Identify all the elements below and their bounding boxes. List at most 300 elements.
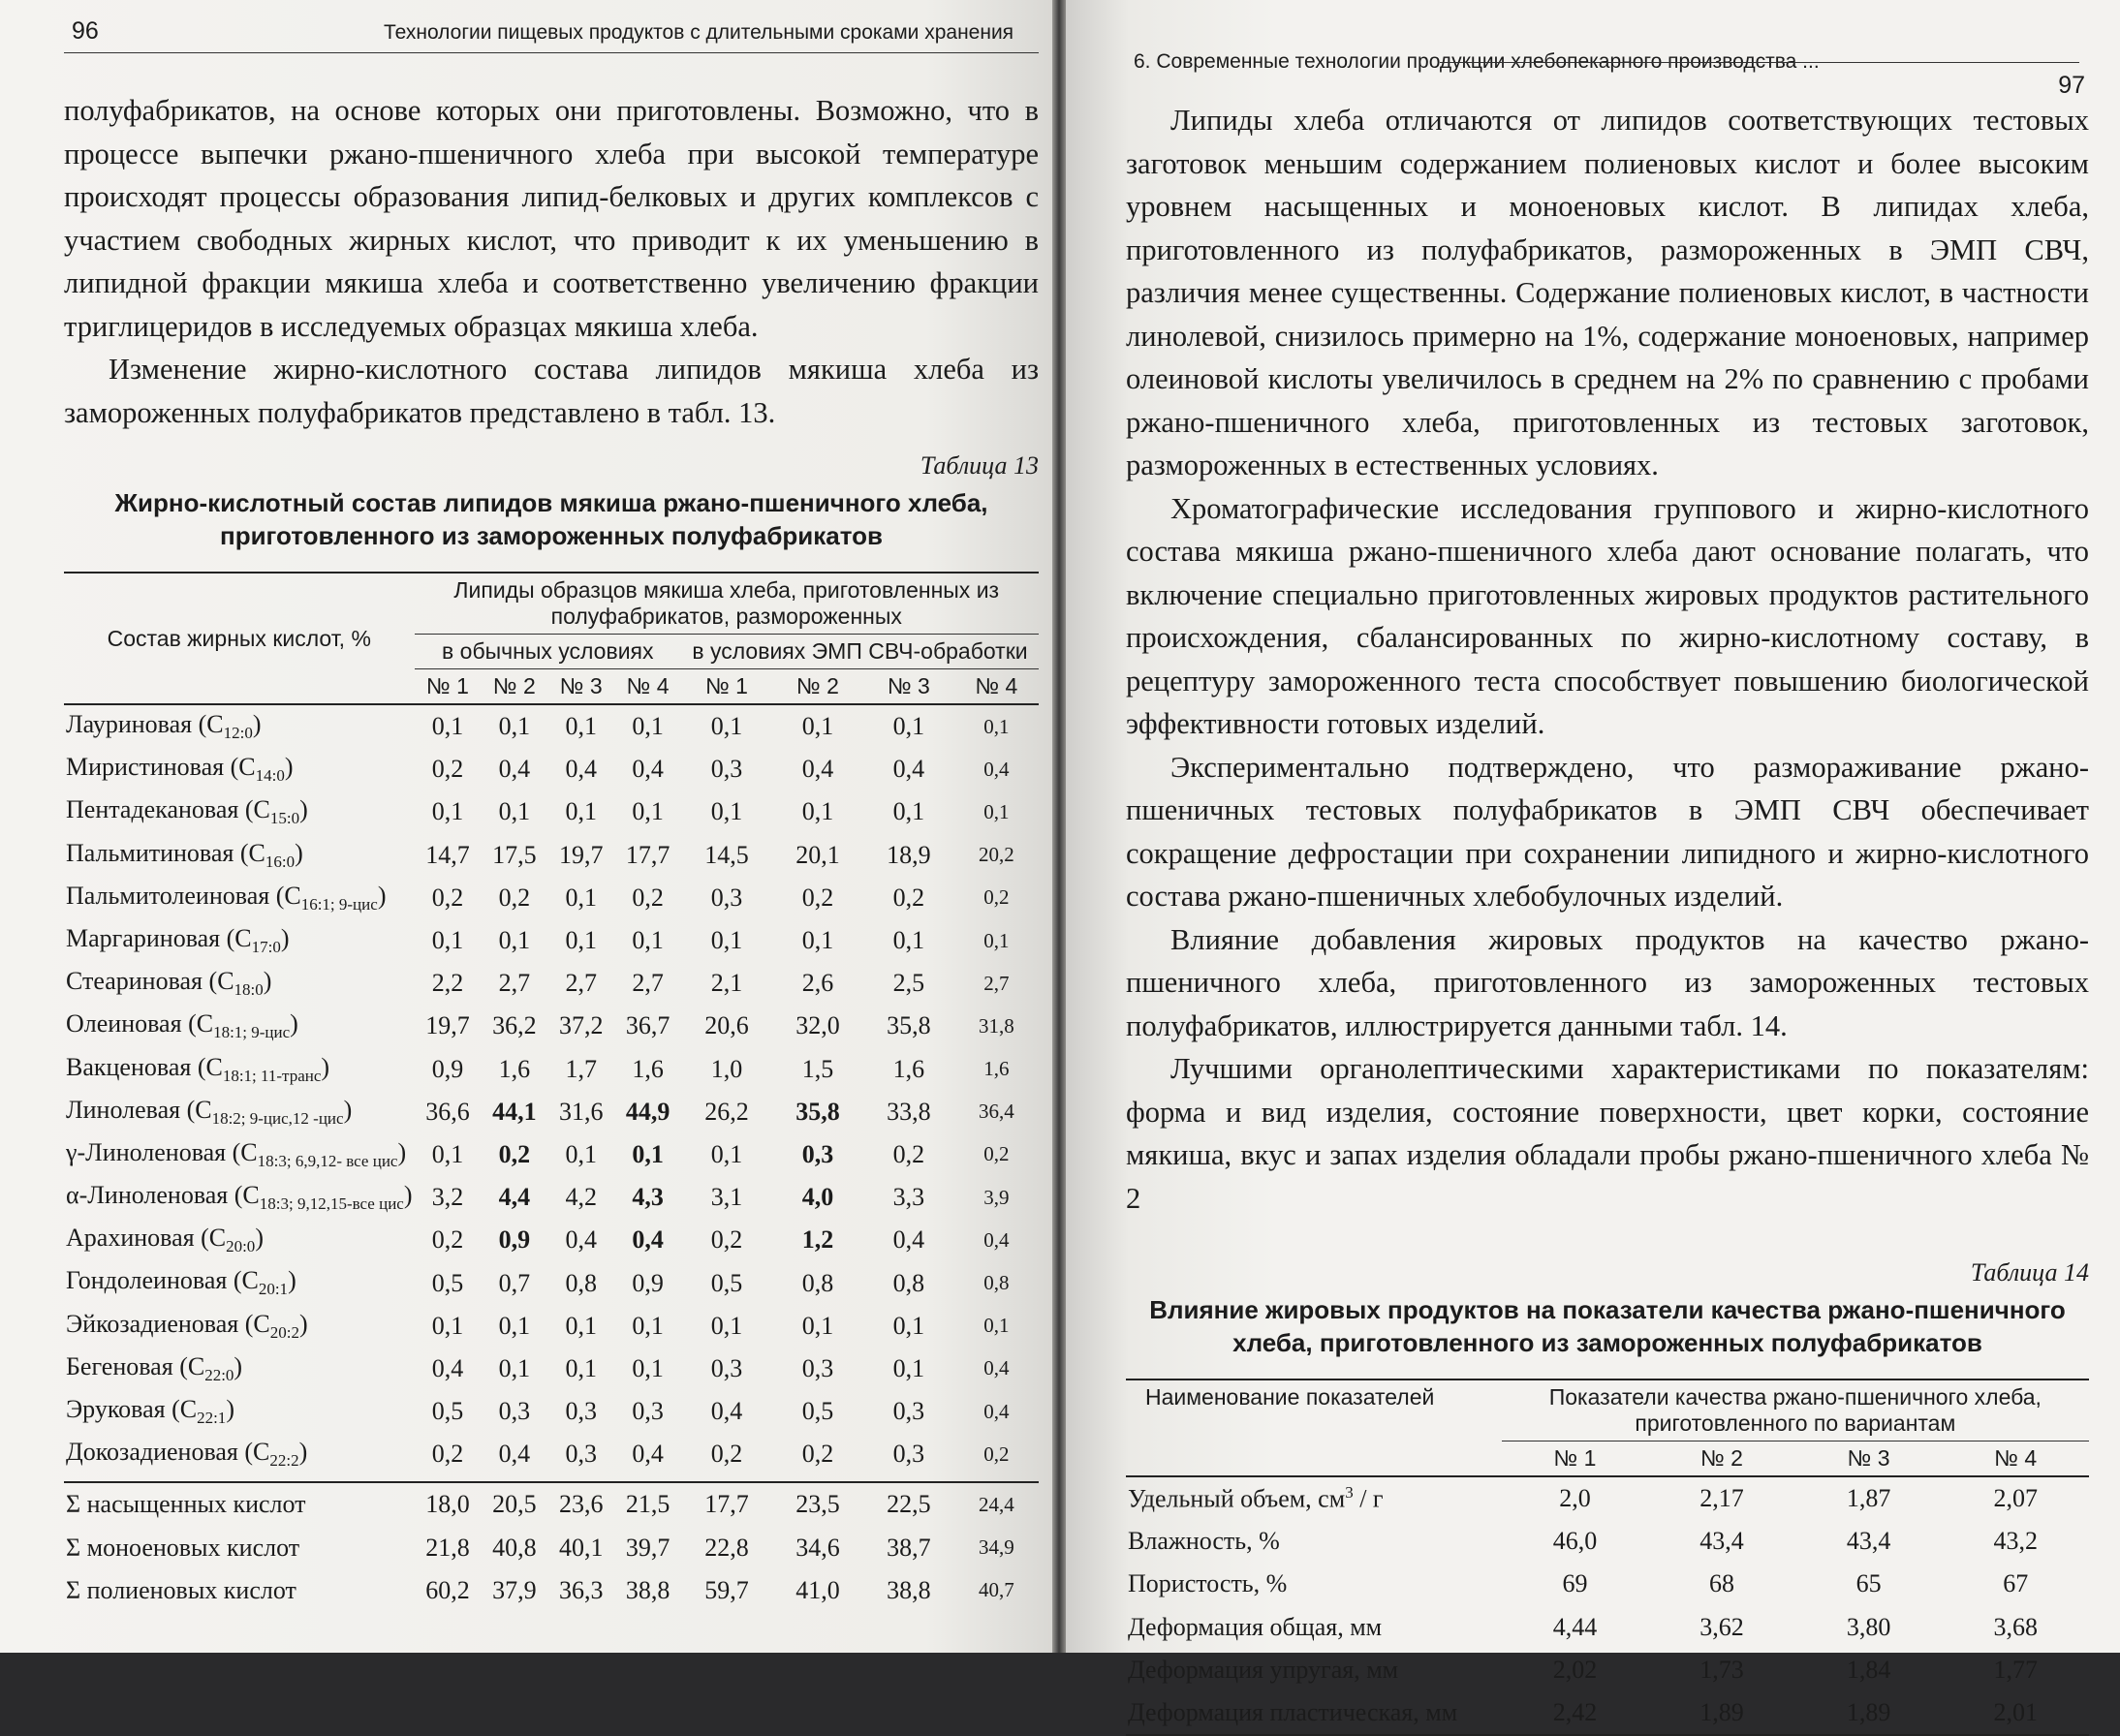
acid-name-cell: Лауриновая $(C_{12:0})$ [66,710,262,743]
value-cell: 0,1 [632,1311,664,1340]
indicator-name-cell [1126,1649,1502,1691]
value-cell: 0,1 [431,1139,464,1168]
value-cell: 0,1 [431,1311,464,1340]
acid-name-cell: Стеариновая $(C_{18:0})$ [66,967,272,1000]
acid-name: Пентадекановая [66,795,239,824]
table-row [64,1348,1039,1390]
value-cell: 0,1 [632,712,664,741]
value-cell: 4,4 [498,1183,531,1212]
acid-name: α-Линоленовая [66,1181,229,1210]
value-cell: 14,5 [704,840,749,869]
sum-row [64,1482,1039,1526]
value-cell: 0,3 [892,1397,925,1426]
value-cell: 1,87 [1846,1484,1891,1513]
acid-name: Докозадиеновая [66,1438,238,1467]
paragraph: Влияние добавления жировых продуктов на качество ржано-пшеничного хлеба, приготовленного из замороженных тестовых полуфабрикатов, иллюстрируется данными табл. 14. [1126,922,2089,1042]
quality-table [1126,1379,2089,1736]
value-cell: 2,02 [1552,1655,1598,1684]
table-row [64,962,1039,1005]
indicator-name: Влажность, % [1128,1527,1280,1556]
value-cell: 1,6 [892,1054,925,1083]
value-cell: 20,1 [795,840,840,869]
paragraph: Изменение жирно-кислотного состава липидов мякиша хлеба из замороженных полуфабрикатов представлено в табл. 13. [64,353,1039,429]
acid-name-cell: Пальмитиновая $(C_{16:0})$ [66,838,303,871]
table-row [64,1133,1039,1176]
acid-formula: 12:0 [223,724,253,743]
value-cell: 1,7 [565,1054,597,1083]
value-cell: 0,4 [498,755,531,784]
value-cell: 18,9 [887,840,931,869]
value-cell: 0,1 [710,1311,743,1340]
value-cell: 34,6 [795,1533,840,1562]
table-row [64,1390,1039,1433]
value-cell: 0,1 [565,926,597,955]
value-cell: 0,4 [632,1440,664,1469]
value-cell: 0,2 [498,1139,531,1168]
acid-name-cell: Пальмитолеиновая $(C_{16:1; 9-цис})$ [66,881,387,914]
table-row [64,1091,1039,1133]
value-cell: 17,7 [625,840,670,869]
value-cell: 0,1 [565,1353,597,1382]
table-row [64,1433,1039,1482]
indicator-name: Удельный объем, см [1128,1484,1346,1513]
value-cell: 0,3 [710,755,743,784]
value-cell: 0,1 [892,1311,925,1340]
value-cell: 1,0 [710,1054,743,1083]
acid-name-cell: Вакценовая $(C_{18:1; 11-транс})$ [66,1052,330,1085]
acid-formula: 18:1; 11-транс [222,1066,322,1085]
value-cell: 1,89 [1648,1691,1795,1735]
table-row [64,1261,1039,1304]
value-cell: 0,1 [892,712,925,741]
value-cell: 35,8 [795,1097,840,1126]
paragraph: Хроматографические исследования группового и жирно-кислотного состава мякиша ржано-пшеничного хлеба дают основание полагать, что включение специально приготовленных жировых продуктов растительного происхождения, сбалансированных по жирно-кислотному составу, в рецептуру замороженного теста способствует повышению биологической эффективности готовых изделий. [1126,491,2089,740]
value-cell: 20,2 [979,843,1014,867]
value-cell: 0,2 [431,1225,464,1255]
value-cell: 0,4 [632,1225,664,1255]
value-cell: 2,2 [431,969,464,998]
table-row [64,1305,1039,1348]
value-cell: 0,1 [565,1311,597,1340]
value-cell: 0,4 [892,1225,925,1255]
value-cell: 4,3 [632,1183,664,1212]
value-cell: 22,8 [704,1533,749,1562]
value-cell: 0,1 [892,797,925,826]
value-cell: 18,0 [425,1490,470,1519]
indicator-name-cell [1126,1476,1502,1520]
acid-name-cell: Линолевая $(C_{18:2; 9-цис,12 -цис})$ [66,1095,353,1128]
value-cell: 0,4 [498,1440,531,1469]
indicator-name-cell [1126,1563,1502,1605]
value-cell: 2,6 [801,969,834,998]
table-title: Влияние жировых продуктов на показатели качества ржано-пшеничного хлеба, приготовленного из замороженных полуфабрикатов [1149,1295,2066,1357]
value-cell: 0,3 [710,883,743,912]
table-row [1126,1520,2089,1563]
acid-name: Миристиновая [66,753,225,782]
value-cell: 44,9 [625,1097,670,1126]
right-page [1066,0,2120,1727]
value-cell: 0,1 [632,1353,664,1382]
column-number: № 4 [1994,1445,2038,1471]
value-cell: 0,5 [801,1397,834,1426]
table-row [64,1005,1039,1047]
indicator-unit-suffix: / г [1353,1484,1384,1513]
value-cell: 17,7 [704,1490,749,1519]
value-cell: 40,1 [558,1533,604,1562]
paragraph: Экспериментально подтверждено, что размораживание ржано-пшеничных тестовых полуфабрикатов в ЭМП СВЧ обеспечивает сокращение дефростации при сохранении липидного и жирно-кислотного состава ржано-пшеничных хлебобулочных изделий. [1126,750,2089,913]
value-cell: 0,2 [892,883,925,912]
value-cell: 32,0 [795,1011,840,1040]
table-caption: Таблица 13 [920,451,1039,480]
value-cell: 24,4 [979,1492,1014,1516]
sum-name: Σ насыщенных кислот [66,1490,306,1519]
page-number: 97 [2058,72,2085,99]
value-cell: 0,4 [892,755,925,784]
paragraph: Лучшими органолептическими характеристиками по показателям: форма и вид изделия, состояние поверхности, цвет корки, состояние мякиша, вкус и запах изделия обладали пробы ржано-пшеничного хлеба № 2 [1126,1052,2089,1215]
table-row [1126,1649,2089,1691]
acid-formula: 18:0 [234,980,264,1000]
value-cell: 0,1 [983,1314,1010,1338]
value-cell: 37,2 [558,1011,604,1040]
value-cell: 0,1 [565,797,597,826]
value-cell: 37,9 [492,1575,537,1604]
value-cell: 0,5 [431,1268,464,1297]
value-cell: 0,4 [983,757,1010,781]
value-cell: 0,3 [565,1397,597,1426]
value-cell: 3,80 [1846,1612,1891,1641]
value-cell: 38,8 [887,1575,931,1604]
sum-name: Σ полиеновых кислот [66,1575,296,1604]
acid-formula: 18:3; 6,9,12- все цис [257,1152,398,1171]
value-cell: 0,3 [892,1440,925,1469]
value-cell: 0,1 [565,712,597,741]
value-cell: 2,01 [1942,1691,2089,1735]
value-cell: 21,8 [425,1533,470,1562]
value-cell: 1,6 [632,1054,664,1083]
value-cell: 0,5 [431,1397,464,1426]
value-cell: 0,4 [565,755,597,784]
value-cell: 0,1 [565,883,597,912]
acid-name: Вакценовая [66,1052,192,1081]
acid-name-cell: Бегеновая $(C_{22:0})$ [66,1351,243,1384]
value-cell: 1,2 [801,1225,834,1255]
acid-formula: 18:3; 9,12,15-все цис [259,1194,404,1214]
value-cell: 44,1 [492,1097,537,1126]
value-cell: 3,1 [710,1183,743,1212]
value-cell: 0,1 [892,926,925,955]
acid-formula: 17:0 [251,938,281,957]
value-cell: 33,8 [887,1097,931,1126]
acid-name-cell: Маргариновая $(C_{17:0})$ [66,923,290,957]
value-cell: 0,1 [710,712,743,741]
value-cell: 0,1 [983,799,1010,823]
acid-formula: 18:2; 9-цис,12 -цис [211,1108,344,1128]
value-cell: 26,2 [704,1097,749,1126]
value-cell: 46,0 [1552,1527,1598,1556]
acid-name: Лауриновая [66,710,193,738]
value-cell: 31,6 [558,1097,604,1126]
value-cell: 36,2 [492,1011,537,1040]
value-cell: 67 [2003,1569,2029,1598]
acid-formula: 20:0 [226,1237,256,1256]
acid-formula: 22:1 [197,1409,227,1428]
table-row [64,1219,1039,1261]
value-cell: 0,1 [431,926,464,955]
value-cell: 35,8 [887,1011,931,1040]
value-cell: 0,1 [498,797,531,826]
left-body-text [64,89,1039,434]
acid-name: Бегеновая [66,1351,173,1380]
indicator-unit-sup: 3 [1345,1483,1354,1503]
value-cell: 0,2 [431,755,464,784]
value-cell: 0,1 [983,714,1010,738]
column-number: № 3 [1847,1445,1890,1471]
value-cell: 0,1 [983,928,1010,952]
value-cell: 14,7 [425,840,470,869]
acid-name: Эруковая [66,1395,166,1423]
indicator-name: Деформация пластическая, мм [1128,1698,1458,1727]
value-cell: 23,5 [795,1490,840,1519]
value-cell: 0,2 [431,1440,464,1469]
value-cell: 39,7 [625,1533,670,1562]
value-cell: 0,9 [431,1054,464,1083]
right-body-text [1126,99,2089,1220]
value-cell: 0,1 [498,712,531,741]
acid-formula: 18:1; 9-цис [213,1023,291,1042]
left-running-head [64,0,1039,64]
value-cell: 0,2 [983,1142,1010,1166]
value-cell: 0,1 [710,797,743,826]
value-cell: 0,1 [801,797,834,826]
value-cell: 4,0 [801,1183,834,1212]
value-cell: 59,7 [704,1575,749,1604]
value-cell: 0,1 [892,1353,925,1382]
value-cell: 0,2 [983,885,1010,910]
table-row [64,1176,1039,1219]
value-cell: 0,3 [801,1353,834,1382]
value-cell: 0,2 [892,1139,925,1168]
value-cell: 21,5 [625,1490,670,1519]
acid-name-cell: Арахиновая $(C_{20:0})$ [66,1224,264,1256]
fatty-acid-table [64,572,1039,1618]
value-cell: 1,77 [1993,1655,2038,1684]
value-cell: 0,2 [801,883,834,912]
value-cell: 0,5 [710,1268,743,1297]
indicator-name-cell [1126,1691,1502,1735]
value-cell: 0,4 [983,1399,1010,1423]
table-row [64,919,1039,962]
indicator-name-cell [1126,1520,1502,1563]
column-number: № 4 [975,673,1018,698]
column-header-composition: Состав жирных кислот, % [107,625,371,651]
table-row [1126,1476,2089,1520]
value-cell: 0,4 [565,1225,597,1255]
value-cell: 3,2 [431,1183,464,1212]
acid-name: Эйкозадиеновая [66,1309,239,1338]
table-row [1126,1563,2089,1605]
acid-formula: 20:2 [269,1322,299,1342]
value-cell: 0,2 [498,883,531,912]
running-head-title: 6. Современные технологии продукции хлебопекарного производства ... [1134,50,1820,73]
table-row [64,790,1039,833]
acid-formula: 14:0 [255,766,285,786]
value-cell: 2,07 [1993,1484,2038,1513]
value-cell: 2,7 [632,969,664,998]
value-cell: 3,68 [1993,1612,2038,1641]
value-cell: 2,7 [565,969,597,998]
value-cell: 2,42 [1502,1691,1649,1735]
acid-name-cell: Гондолеиновая $(C_{20:1})$ [66,1266,296,1299]
value-cell: 36,4 [979,1100,1014,1124]
acid-name-cell: Олеиновая $(C_{18:1; 9-цис})$ [66,1009,298,1042]
page-number: 96 [72,17,99,45]
value-cell: 0,4 [632,755,664,784]
value-cell: 0,1 [431,712,464,741]
value-cell: 43,2 [1993,1527,2038,1556]
value-cell: 2,7 [498,969,531,998]
acid-name: Стеариновая [66,967,203,996]
acid-formula: 16:0 [265,852,296,871]
left-page [0,0,1052,1653]
acid-name: Олеиновая [66,1009,182,1038]
value-cell: 3,9 [983,1185,1010,1209]
indicator-name-cell [1126,1606,1502,1649]
value-cell: 38,7 [887,1533,931,1562]
value-cell: 4,2 [565,1183,597,1212]
table-row [64,704,1039,748]
value-cell: 0,3 [498,1397,531,1426]
value-cell: 65 [1855,1569,1882,1598]
acid-formula: 15:0 [269,809,300,828]
value-cell: 2,5 [892,969,925,998]
value-cell: 34,9 [979,1535,1014,1560]
value-cell: 0,3 [565,1440,597,1469]
value-cell: 36,6 [425,1097,470,1126]
value-cell: 0,7 [498,1268,531,1297]
value-cell: 1,73 [1699,1655,1744,1684]
column-number: № 2 [1700,1445,1743,1471]
value-cell: 0,4 [710,1397,743,1426]
sum-name: Σ моноеновых кислот [66,1533,300,1562]
value-cell: 0,3 [710,1353,743,1382]
column-header-name: Наименование показателей [1145,1384,1435,1410]
column-header-emp: в условиях ЭМП СВЧ-обработки [681,635,1039,669]
value-cell: 38,8 [625,1575,670,1604]
paragraph: полуфабрикатов, на основе которых они приготовлены. Возможно, что в процессе выпечки ржано-пшеничного хлеба при высокой температуре происходят процессы образования липид-белковых и других комплексов с участием свободных жирных кислот, что приводит к их уменьшению в липидной фракции мякиша хлеба и соответственно увеличению фракции триглицеридов в исследуемых образцах мякиша хлеба. [64,94,1039,343]
value-cell: 23,6 [558,1490,604,1519]
value-cell: 22,5 [887,1490,931,1519]
value-cell: 1,6 [983,1057,1010,1081]
column-number: № 4 [626,673,670,698]
value-cell: 17,5 [492,840,537,869]
value-cell: 0,2 [710,1225,743,1255]
acid-name: Маргариновая [66,923,221,952]
indicator-name: Деформация общая, мм [1128,1612,1383,1641]
book-gutter [1052,0,1066,1653]
table-row [64,748,1039,790]
value-cell: 40,8 [492,1533,537,1562]
column-number: № 3 [887,673,930,698]
value-cell: 2,0 [1559,1484,1591,1513]
value-cell: 0,1 [632,797,664,826]
value-cell: 0,2 [632,883,664,912]
column-number: № 1 [1553,1445,1597,1471]
column-header-group: Липиды образцов мякиша хлеба, приготовленных из полуфабрикатов, размороженных [415,573,1039,635]
value-cell: 0,2 [431,883,464,912]
value-cell: 0,4 [431,1353,464,1382]
acid-name-cell: Эруковая $(C_{22:1})$ [66,1395,234,1428]
column-header-normal: в обычных условиях [415,635,682,669]
value-cell: 41,0 [795,1575,840,1604]
value-cell: 0,1 [801,1311,834,1340]
value-cell: 60,2 [425,1575,470,1604]
value-cell: 1,84 [1846,1655,1891,1684]
acid-formula: 22:0 [204,1366,234,1384]
value-cell: 1,6 [498,1054,531,1083]
value-cell: 2,1 [710,969,743,998]
value-cell: 0,8 [801,1268,834,1297]
acid-name-cell: Пентадекановая $(C_{15:0})$ [66,795,308,828]
table-caption: Таблица 14 [1970,1258,2089,1286]
value-cell: 0,1 [710,926,743,955]
column-number: № 3 [559,673,603,698]
acid-name-cell: α-Линоленовая $(C_{18:3; 9,12,15-все цис})$ [66,1181,413,1214]
acid-formula: 22:2 [269,1451,299,1471]
value-cell: 1,5 [801,1054,834,1083]
acid-name: Пальмитиновая [66,838,234,867]
value-cell: 20,5 [492,1490,537,1519]
value-cell: 0,8 [565,1268,597,1297]
acid-formula: 16:1; 9-цис [300,894,378,914]
acid-name-cell: γ-Линоленовая $(C_{18:3; 6,9,12- все цис})$ [66,1137,407,1171]
value-cell: 0,1 [565,1139,597,1168]
value-cell: 0,8 [892,1268,925,1297]
value-cell: 69 [1562,1569,1588,1598]
value-cell: 0,4 [983,1356,1010,1380]
value-cell: 0,1 [632,1139,664,1168]
value-cell: 0,1 [498,926,531,955]
value-cell: 4,44 [1552,1612,1598,1641]
acid-name: Линолевая [66,1095,181,1124]
value-cell: 0,1 [431,797,464,826]
table-row [1126,1691,2089,1735]
value-cell: 0,1 [801,712,834,741]
value-cell: 36,3 [558,1575,604,1604]
table-row [64,834,1039,877]
value-cell: 0,3 [632,1397,664,1426]
running-head-rule [64,52,1039,53]
value-cell: 0,1 [801,926,834,955]
running-head-title: Технологии пищевых продуктов с длительными сроками хранения [384,21,1014,44]
value-cell: 1,89 [1795,1691,1943,1735]
value-cell: 0,9 [498,1225,531,1255]
acid-name-cell: Эйкозадиеновая $(C_{20:2})$ [66,1309,308,1342]
value-cell: 40,7 [979,1578,1014,1602]
column-number: № 2 [492,673,536,698]
value-cell: 43,4 [1699,1527,1744,1556]
indicator-name: Деформация упругая, мм [1128,1655,1399,1684]
value-cell: 0,1 [632,926,664,955]
value-cell: 0,2 [801,1440,834,1469]
value-cell: 36,7 [625,1011,670,1040]
value-cell: 31,8 [979,1013,1014,1038]
column-number: № 2 [796,673,839,698]
value-cell: 19,7 [425,1011,470,1040]
acid-name: Гондолеиновая [66,1266,228,1295]
indicator-name: Пористость, % [1128,1569,1288,1598]
value-cell: 0,1 [498,1311,531,1340]
table-row [64,877,1039,919]
